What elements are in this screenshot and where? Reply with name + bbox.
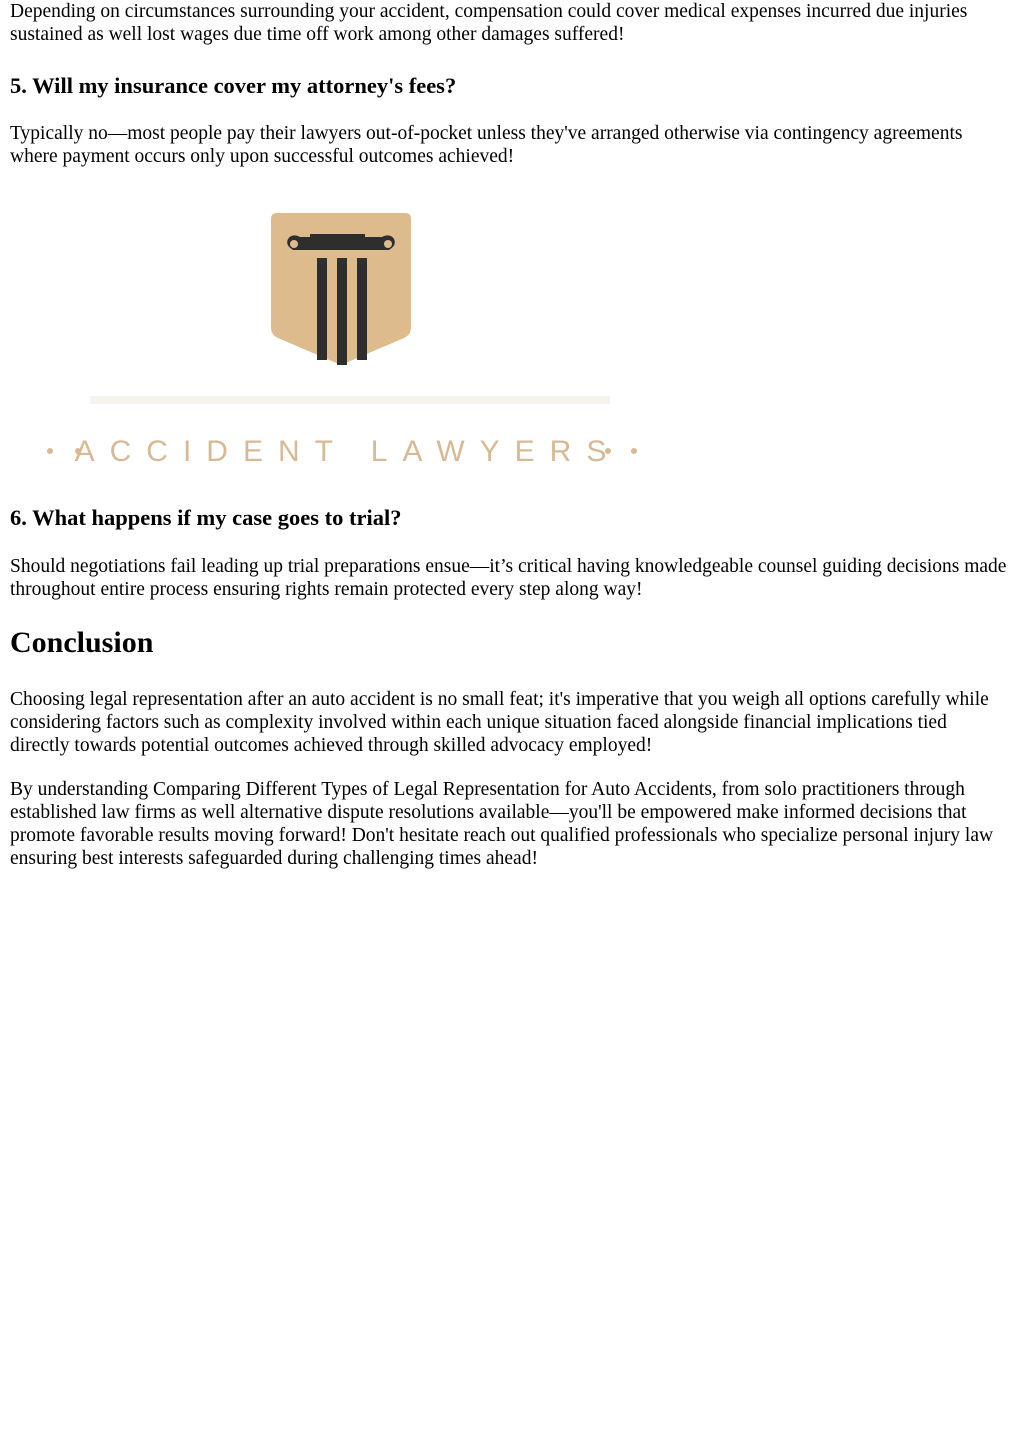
faq-question-5: 5. Will my insurance cover my attorney's fees? — [10, 73, 457, 98]
intro-paragraph: Depending on circumstances surrounding your accident, compensation could cover medical expenses incurred due injuries sustained as well lost wages due time off work among other damages suffered! — [10, 1, 968, 45]
faq-answer-6: Should negotiations fail leading up trial preparations ensue—it’s critical having knowledgeable counsel guiding decisions made throughout entire process ensuring rights remain protected every step along way! — [10, 556, 1007, 600]
conclusion-heading: Conclusion — [10, 626, 154, 659]
accident-lawyers-logo — [30, 195, 650, 475]
pillar-shield-icon — [30, 195, 650, 475]
faq-question-6: 6. What happens if my case goes to trial? — [10, 505, 402, 530]
logo-wordmark: ACCIDENT LAWYERS — [74, 435, 622, 468]
conclusion-paragraph: Choosing legal representation after an auto accident is no small feat; it's imperative that you weigh all options carefully while considering factors such as complexity involved within each unique situation faced alongside financial implications tied directly towards potential outcomes achieved through skilled advocacy employed! — [10, 689, 989, 756]
conclusion-paragraph: By understanding Comparing Different Types of Legal Representation for Auto Accidents, from solo practitioners through established law firms as well alternative dispute resolutions available—you'll be empowered make informed decisions that promote favorable results moving forward! Don't hesitate reach out qualified professionals who specialize personal injury law ensuring best interests safeguarded during challenging times ahead! — [10, 779, 994, 869]
faq-answer-5: Typically no—most people pay their lawyers out-of-pocket unless they've arranged otherwise via contingency agreements where payment occurs only upon successful outcomes achieved! — [10, 123, 963, 167]
